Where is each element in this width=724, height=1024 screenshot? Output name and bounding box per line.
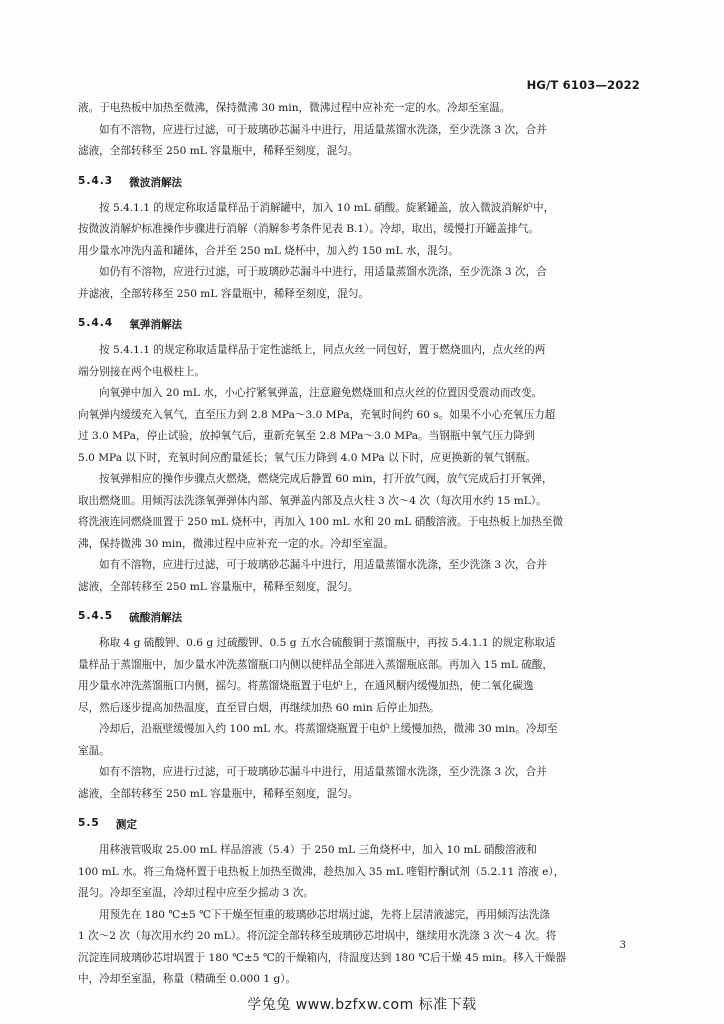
page-number: 3 [619, 940, 626, 951]
section-title: 氧弹消解法 [129, 319, 183, 331]
paragraph: 称取 4 g 硫酸钾、0.6 g 过硫酸钾、0.5 g 五水合硫酸铜于蒸馏瓶中，再按 5.4.1.1 的规定称取适 量样品于蒸馏瓶中，加少量水冲洗蒸馏瓶口内侧以使样品全部进入蒸馏瓶底部。再加入 15 mL 硫酸， 用少量水冲洗蒸馏瓶口内侧，摇匀。将蒸馏烧瓶置于电炉上，在通风橱内缓慢加热，使二氧化碳逸 尽，然后逐步提高加热温度，直至冒白烟，再继续加热 60 min 后停止加热。 [78, 637, 556, 714]
section-title: 微波消解法 [129, 176, 183, 189]
paragraph: 如仍有不溶物，应进行过滤，可于玻璃砂芯漏斗中进行，用适量蒸馏水洗涤，至少洗涤 3 次，合 并滤液，全部转移至 250 mL 容量瓶中，稀释至刻度，混匀。 [78, 266, 547, 300]
section-number: 5.4.5 [78, 610, 114, 622]
paragraph: 按 5.4.1.1 的规定称取适量样品于消解罐中，加入 10 mL 硝酸。旋紧罐盖，放入微波消解炉中， 按微波消解炉标准操作步骤进行消解（消解参考条件见表 B.1）。冷却，取出，缓慢打开罐盖排气。 用少量水冲洗内盖和罐体，合并至 250 mL 烧杯中，加入约 150 mL 水，混匀。 [78, 201, 555, 257]
section-title: 测定 [115, 819, 137, 831]
section-heading [78, 175, 643, 190]
section-heading [78, 610, 643, 625]
paragraph: 用移液管吸取 25.00 mL 样品溶液（5.4）于 250 mL 三角烧杯中，加入 10 mL 硝酸溶液和 100 mL 水。将三角烧杯置于电热板上加热至微沸，趁热加入 35 mL 喹钼柠酮试剂（5.2.11 溶液 e）， 混匀。冷却至室温，冷却过程中应至少摇动 3 次。 [78, 844, 565, 899]
paragraph: 冷却后，沿瓶壁缓慢加入约 100 mL 水。将蒸馏烧瓶置于电炉上缓慢加热，微沸 30 min。冷却至 室温。 [78, 723, 558, 757]
section-heading [78, 817, 643, 832]
paragraph: 液。于电热板中加热至微沸，保持微沸 30 min，微沸过程中应补充一定的水。冷却至室温。 [78, 102, 511, 114]
section-title: 硫酸消解法 [129, 612, 183, 624]
paragraph: 用预先在 180 ℃±5 ℃下干燥至恒重的玻璃砂芯坩埚过滤，先将上层清液滤完，再用倾泻法洗涤 1 次～2 次（每次用水约 20 mL）。将沉淀全部转移至玻璃砂芯坩埚中，继续用水洗涤 3 次～4 次。将 沉淀连同玻璃砂芯坩埚置于 180 ℃±5 ℃的干燥箱内，待温度达到 180 ℃后干燥 45 min。移入干燥器 中，冷却至室温，称量（精确至 0.000 1 g）。 [78, 908, 566, 985]
document-body [78, 98, 643, 991]
paragraph: 向氧弹中加入 20 mL 水，小心拧紧氧弹盖，注意避免燃烧皿和点火丝的位置因受震动而改变。 向氧弹内缓缓充入氧气，直至压力到 2.8 MPa～3.0 MPa，充氧时间约 60 s。如果不小心充氧压力超 过 3.0 MPa，停止试验，放掉氧气后，重新充氧至 2.8 MPa～3.0 MPa。当钢瓶中氧气压力降到 5.0 MPa 以下时，充氧时间应酌量延长；氧气压力降到 4.0 MPa 以下时，应更换新的氧气钢瓶。 [78, 387, 556, 464]
section-heading [78, 317, 643, 332]
section-number: 5.4.3 [78, 174, 114, 187]
paragraph: 按 5.4.1.1 的规定称取适量样品于定性滤纸上，同点火丝一同包好，置于燃烧皿内，点火丝的两 端分别接在两个电极柱上。 [78, 344, 546, 378]
section-number: 5.5 [78, 817, 100, 829]
paragraph: 如有不溶物，应进行过滤，可于玻璃砂芯漏斗中进行，用适量蒸馏水洗涤，至少洗涤 3 次，合并 滤液，全部转移至 250 mL 容量瓶中，稀释至刻度，混匀。 [78, 559, 547, 593]
paragraph: 如有不溶物，应进行过滤，可于玻璃砂芯漏斗中进行，用适量蒸馏水洗涤，至少洗涤 3 次，合并 滤液，全部转移至 250 mL 容量瓶中，稀释至刻度，混匀。 [78, 123, 547, 157]
watermark-text: 学兔兔 www.bzfxw.com 标准下载 [247, 997, 477, 1013]
standard-code: HG/T 6103—2022 [526, 78, 640, 92]
paragraph: 按氧弹相应的操作步骤点火燃烧，燃烧完成后静置 60 min，打开放气阀，放气完成后打开氧弹， 取出燃烧皿。用倾泻法洗涤氧弹弹体内部、氧弹盖内部及点火柱 3 次～4 次（每次用水约 15 mL）。 将洗液连同燃烧皿置于 250 mL 烧杯中，再加入 100 mL 水和 20 mL 硝酸溶液。于电热板上加热至微 沸，保持微沸 30 min，微沸过程中应补充一定的水。冷却至室温。 [78, 473, 564, 550]
paragraph: 如有不溶物，应进行过滤，可于玻璃砂芯漏斗中进行，用适量蒸馏水洗涤，至少洗涤 3 次，合并 滤液，全部转移至 250 mL 容量瓶中，稀释至刻度，混匀。 [78, 766, 547, 800]
section-number: 5.4.4 [78, 317, 114, 329]
